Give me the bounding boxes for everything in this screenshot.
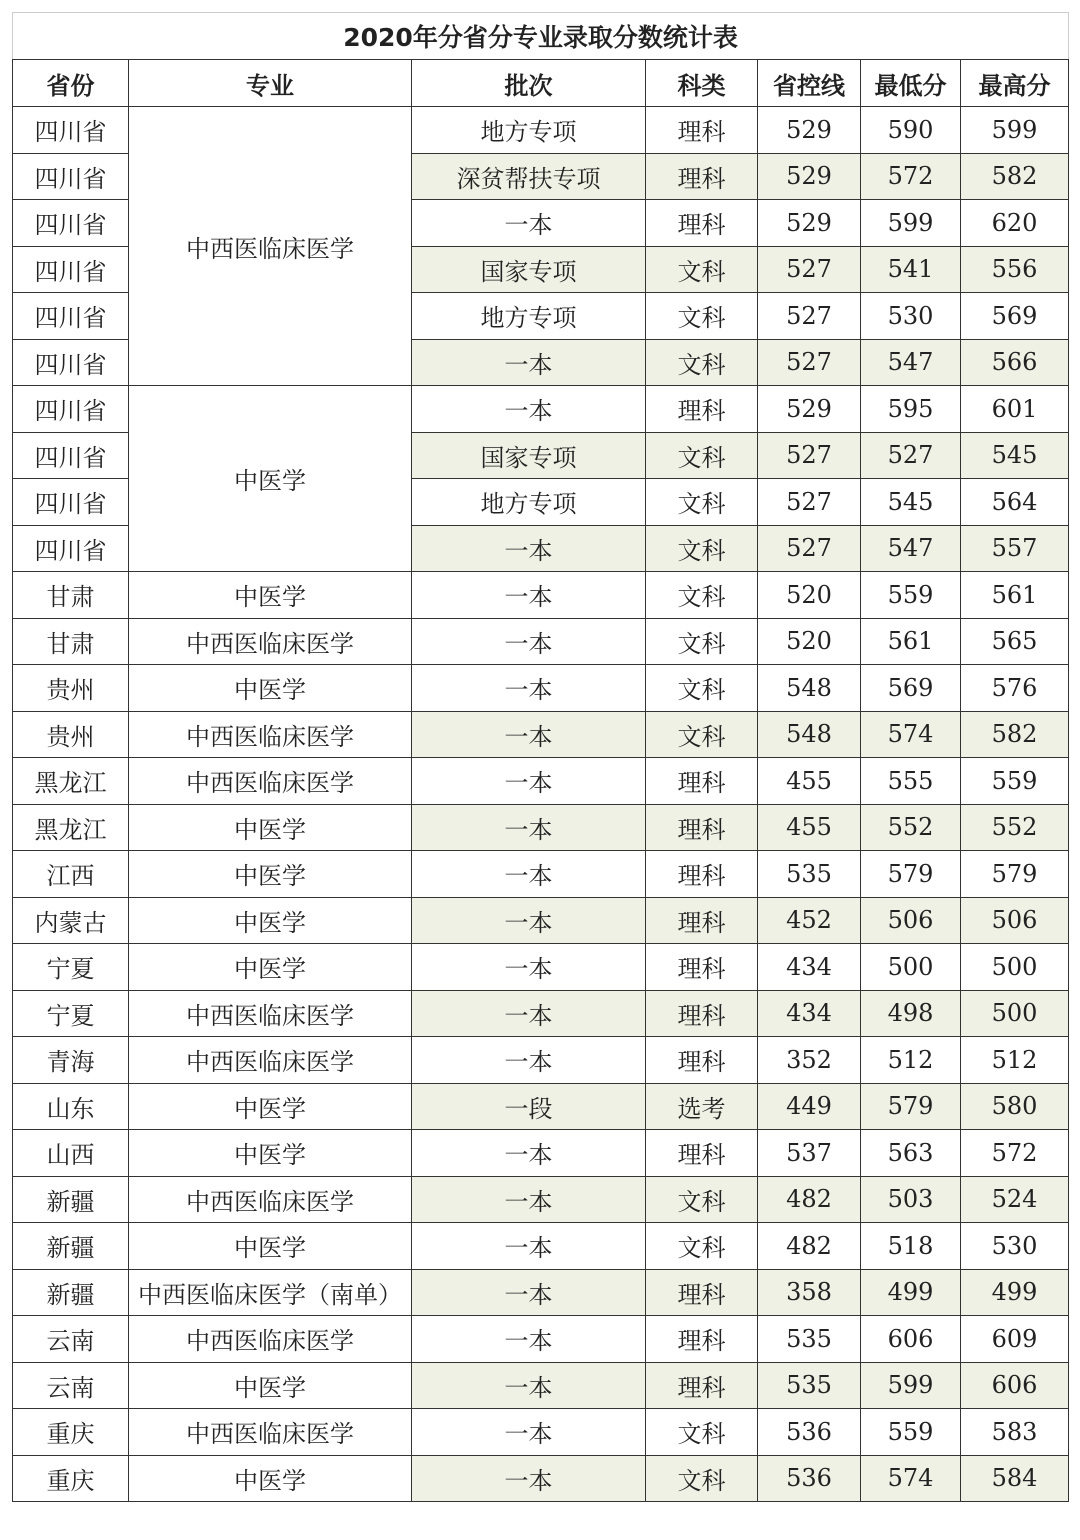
province-cell: 四川省	[13, 200, 129, 247]
major-cell: 中医学	[129, 1083, 412, 1130]
min-score-cell: 530	[861, 293, 961, 340]
table-row	[13, 1130, 1069, 1177]
province-cell: 新疆	[13, 1223, 129, 1270]
max-score-cell: 601	[961, 386, 1069, 433]
min-score-cell: 563	[861, 1130, 961, 1177]
province-cell: 重庆	[13, 1409, 129, 1456]
control-line-cell: 455	[758, 758, 861, 805]
min-score-cell: 547	[861, 525, 961, 572]
control-line-cell: 520	[758, 618, 861, 665]
max-score-cell: 512	[961, 1037, 1069, 1084]
category-cell: 理科	[646, 386, 758, 433]
table-row	[13, 1455, 1069, 1502]
header-min-score: 最低分	[861, 60, 961, 107]
province-cell: 四川省	[13, 525, 129, 572]
province-cell: 山西	[13, 1130, 129, 1177]
category-cell: 文科	[646, 246, 758, 293]
header-category: 科类	[646, 60, 758, 107]
max-score-cell: 566	[961, 339, 1069, 386]
control-line-cell: 527	[758, 479, 861, 526]
control-line-cell: 434	[758, 944, 861, 991]
major-cell: 中医学	[129, 1223, 412, 1270]
control-line-cell: 520	[758, 572, 861, 619]
table-row	[13, 665, 1069, 712]
category-cell: 选考	[646, 1083, 758, 1130]
table-row	[13, 1316, 1069, 1363]
max-score-cell: 500	[961, 944, 1069, 991]
table-row	[13, 618, 1069, 665]
control-line-cell: 452	[758, 897, 861, 944]
table-row	[13, 711, 1069, 758]
category-cell: 理科	[646, 897, 758, 944]
batch-cell: 一本	[412, 572, 646, 619]
category-cell: 理科	[646, 1037, 758, 1084]
batch-cell: 国家专项	[412, 432, 646, 479]
header-max-score: 最高分	[961, 60, 1069, 107]
table-row	[13, 758, 1069, 805]
max-score-cell: 576	[961, 665, 1069, 712]
major-cell: 中西医临床医学	[129, 990, 412, 1037]
control-line-cell: 527	[758, 339, 861, 386]
batch-cell: 一本	[412, 1409, 646, 1456]
header-control-line: 省控线	[758, 60, 861, 107]
min-score-cell: 552	[861, 804, 961, 851]
control-line-cell: 352	[758, 1037, 861, 1084]
table-row	[13, 1362, 1069, 1409]
min-score-cell: 599	[861, 200, 961, 247]
max-score-cell: 556	[961, 246, 1069, 293]
category-cell: 文科	[646, 1223, 758, 1270]
table-row	[13, 1037, 1069, 1084]
table-row	[13, 804, 1069, 851]
header-row	[13, 60, 1069, 107]
max-score-cell: 606	[961, 1362, 1069, 1409]
major-cell: 中医学	[129, 804, 412, 851]
province-cell: 四川省	[13, 432, 129, 479]
control-line-cell: 548	[758, 665, 861, 712]
category-cell: 理科	[646, 200, 758, 247]
major-cell: 中医学	[129, 1130, 412, 1177]
table-row	[13, 897, 1069, 944]
max-score-cell: 609	[961, 1316, 1069, 1363]
major-cell: 中医学	[129, 897, 412, 944]
batch-cell: 一本	[412, 944, 646, 991]
category-cell: 理科	[646, 804, 758, 851]
min-score-cell: 547	[861, 339, 961, 386]
batch-cell: 深贫帮扶专项	[412, 153, 646, 200]
max-score-cell: 583	[961, 1409, 1069, 1456]
table-row	[13, 572, 1069, 619]
batch-cell: 地方专项	[412, 293, 646, 340]
major-cell: 中医学	[129, 1362, 412, 1409]
table-row	[13, 1409, 1069, 1456]
max-score-cell: 530	[961, 1223, 1069, 1270]
max-score-cell: 545	[961, 432, 1069, 479]
control-line-cell: 529	[758, 107, 861, 154]
table-row	[13, 1176, 1069, 1223]
max-score-cell: 572	[961, 1130, 1069, 1177]
major-cell: 中西医临床医学	[129, 711, 412, 758]
category-cell: 理科	[646, 107, 758, 154]
control-line-cell: 482	[758, 1223, 861, 1270]
header-province: 省份	[13, 60, 129, 107]
control-line-cell: 358	[758, 1269, 861, 1316]
table-row	[13, 1223, 1069, 1270]
min-score-cell: 606	[861, 1316, 961, 1363]
province-cell: 新疆	[13, 1176, 129, 1223]
min-score-cell: 500	[861, 944, 961, 991]
batch-cell: 地方专项	[412, 479, 646, 526]
major-cell: 中西医临床医学	[129, 1176, 412, 1223]
control-line-cell: 536	[758, 1455, 861, 1502]
max-score-cell: 557	[961, 525, 1069, 572]
control-line-cell: 527	[758, 246, 861, 293]
batch-cell: 一本	[412, 897, 646, 944]
min-score-cell: 599	[861, 1362, 961, 1409]
province-cell: 四川省	[13, 246, 129, 293]
major-cell: 中医学	[129, 572, 412, 619]
min-score-cell: 506	[861, 897, 961, 944]
province-cell: 四川省	[13, 153, 129, 200]
max-score-cell: 499	[961, 1269, 1069, 1316]
category-cell: 文科	[646, 525, 758, 572]
category-cell: 理科	[646, 851, 758, 898]
category-cell: 理科	[646, 1362, 758, 1409]
category-cell: 文科	[646, 1409, 758, 1456]
province-cell: 贵州	[13, 665, 129, 712]
control-line-cell: 455	[758, 804, 861, 851]
min-score-cell: 569	[861, 665, 961, 712]
batch-cell: 一本	[412, 386, 646, 433]
province-cell: 甘肃	[13, 618, 129, 665]
category-cell: 理科	[646, 944, 758, 991]
batch-cell: 一本	[412, 339, 646, 386]
min-score-cell: 499	[861, 1269, 961, 1316]
min-score-cell: 595	[861, 386, 961, 433]
max-score-cell: 559	[961, 758, 1069, 805]
major-cell: 中医学	[129, 386, 412, 572]
province-cell: 宁夏	[13, 944, 129, 991]
category-cell: 文科	[646, 432, 758, 479]
control-line-cell: 434	[758, 990, 861, 1037]
control-line-cell: 537	[758, 1130, 861, 1177]
province-cell: 云南	[13, 1362, 129, 1409]
province-cell: 重庆	[13, 1455, 129, 1502]
control-line-cell: 449	[758, 1083, 861, 1130]
min-score-cell: 541	[861, 246, 961, 293]
province-cell: 四川省	[13, 386, 129, 433]
major-cell: 中西医临床医学	[129, 107, 412, 386]
min-score-cell: 555	[861, 758, 961, 805]
batch-cell: 一本	[412, 200, 646, 247]
batch-cell: 一本	[412, 1223, 646, 1270]
major-cell: 中西医临床医学	[129, 618, 412, 665]
batch-cell: 地方专项	[412, 107, 646, 154]
max-score-cell: 580	[961, 1083, 1069, 1130]
control-line-cell: 535	[758, 1316, 861, 1363]
table-row	[13, 386, 1069, 433]
category-cell: 文科	[646, 339, 758, 386]
control-line-cell: 529	[758, 386, 861, 433]
min-score-cell: 579	[861, 851, 961, 898]
province-cell: 云南	[13, 1316, 129, 1363]
control-line-cell: 527	[758, 293, 861, 340]
table-row	[13, 1269, 1069, 1316]
province-cell: 宁夏	[13, 990, 129, 1037]
max-score-cell: 565	[961, 618, 1069, 665]
min-score-cell: 503	[861, 1176, 961, 1223]
table-row	[13, 1083, 1069, 1130]
category-cell: 理科	[646, 758, 758, 805]
batch-cell: 一本	[412, 804, 646, 851]
major-cell: 中西医临床医学	[129, 1316, 412, 1363]
control-line-cell: 527	[758, 525, 861, 572]
control-line-cell: 535	[758, 1362, 861, 1409]
province-cell: 新疆	[13, 1269, 129, 1316]
province-cell: 黑龙江	[13, 804, 129, 851]
major-cell: 中医学	[129, 944, 412, 991]
major-cell: 中西医临床医学（南单）	[129, 1269, 412, 1316]
batch-cell: 一段	[412, 1083, 646, 1130]
major-cell: 中西医临床医学	[129, 1409, 412, 1456]
province-cell: 青海	[13, 1037, 129, 1084]
batch-cell: 一本	[412, 1269, 646, 1316]
province-cell: 贵州	[13, 711, 129, 758]
control-line-cell: 535	[758, 851, 861, 898]
control-line-cell: 482	[758, 1176, 861, 1223]
admission-scores-table	[12, 12, 1069, 1502]
table-title: 2020年分省分专业录取分数统计表	[13, 13, 1069, 60]
max-score-cell: 506	[961, 897, 1069, 944]
batch-cell: 一本	[412, 1176, 646, 1223]
max-score-cell: 561	[961, 572, 1069, 619]
min-score-cell: 572	[861, 153, 961, 200]
batch-cell: 一本	[412, 1037, 646, 1084]
min-score-cell: 527	[861, 432, 961, 479]
batch-cell: 一本	[412, 665, 646, 712]
table-row	[13, 107, 1069, 154]
batch-cell: 一本	[412, 1455, 646, 1502]
min-score-cell: 545	[861, 479, 961, 526]
category-cell: 理科	[646, 153, 758, 200]
major-cell: 中医学	[129, 1455, 412, 1502]
province-cell: 黑龙江	[13, 758, 129, 805]
min-score-cell: 590	[861, 107, 961, 154]
category-cell: 文科	[646, 572, 758, 619]
max-score-cell: 579	[961, 851, 1069, 898]
province-cell: 四川省	[13, 479, 129, 526]
max-score-cell: 524	[961, 1176, 1069, 1223]
province-cell: 内蒙古	[13, 897, 129, 944]
table-row	[13, 944, 1069, 991]
control-line-cell: 527	[758, 432, 861, 479]
batch-cell: 国家专项	[412, 246, 646, 293]
batch-cell: 一本	[412, 990, 646, 1037]
max-score-cell: 582	[961, 711, 1069, 758]
control-line-cell: 529	[758, 153, 861, 200]
table-row	[13, 851, 1069, 898]
max-score-cell: 582	[961, 153, 1069, 200]
province-cell: 山东	[13, 1083, 129, 1130]
category-cell: 文科	[646, 1176, 758, 1223]
batch-cell: 一本	[412, 1130, 646, 1177]
batch-cell: 一本	[412, 618, 646, 665]
min-score-cell: 579	[861, 1083, 961, 1130]
table-body	[13, 107, 1069, 1502]
major-cell: 中医学	[129, 851, 412, 898]
major-cell: 中医学	[129, 665, 412, 712]
max-score-cell: 620	[961, 200, 1069, 247]
min-score-cell: 518	[861, 1223, 961, 1270]
batch-cell: 一本	[412, 711, 646, 758]
control-line-cell: 536	[758, 1409, 861, 1456]
min-score-cell: 559	[861, 572, 961, 619]
batch-cell: 一本	[412, 758, 646, 805]
province-cell: 四川省	[13, 339, 129, 386]
category-cell: 理科	[646, 1316, 758, 1363]
category-cell: 文科	[646, 618, 758, 665]
min-score-cell: 561	[861, 618, 961, 665]
min-score-cell: 574	[861, 1455, 961, 1502]
header-batch: 批次	[412, 60, 646, 107]
category-cell: 文科	[646, 1455, 758, 1502]
batch-cell: 一本	[412, 1316, 646, 1363]
max-score-cell: 552	[961, 804, 1069, 851]
max-score-cell: 569	[961, 293, 1069, 340]
max-score-cell: 564	[961, 479, 1069, 526]
category-cell: 理科	[646, 990, 758, 1037]
control-line-cell: 548	[758, 711, 861, 758]
min-score-cell: 498	[861, 990, 961, 1037]
category-cell: 文科	[646, 479, 758, 526]
province-cell: 四川省	[13, 107, 129, 154]
control-line-cell: 529	[758, 200, 861, 247]
major-cell: 中西医临床医学	[129, 1037, 412, 1084]
province-cell: 甘肃	[13, 572, 129, 619]
province-cell: 四川省	[13, 293, 129, 340]
min-score-cell: 512	[861, 1037, 961, 1084]
min-score-cell: 559	[861, 1409, 961, 1456]
header-major: 专业	[129, 60, 412, 107]
category-cell: 文科	[646, 665, 758, 712]
category-cell: 理科	[646, 1130, 758, 1177]
max-score-cell: 599	[961, 107, 1069, 154]
province-cell: 江西	[13, 851, 129, 898]
max-score-cell: 500	[961, 990, 1069, 1037]
category-cell: 文科	[646, 293, 758, 340]
batch-cell: 一本	[412, 525, 646, 572]
max-score-cell: 584	[961, 1455, 1069, 1502]
table-row	[13, 990, 1069, 1037]
batch-cell: 一本	[412, 851, 646, 898]
major-cell: 中西医临床医学	[129, 758, 412, 805]
min-score-cell: 574	[861, 711, 961, 758]
category-cell: 理科	[646, 1269, 758, 1316]
batch-cell: 一本	[412, 1362, 646, 1409]
category-cell: 文科	[646, 711, 758, 758]
